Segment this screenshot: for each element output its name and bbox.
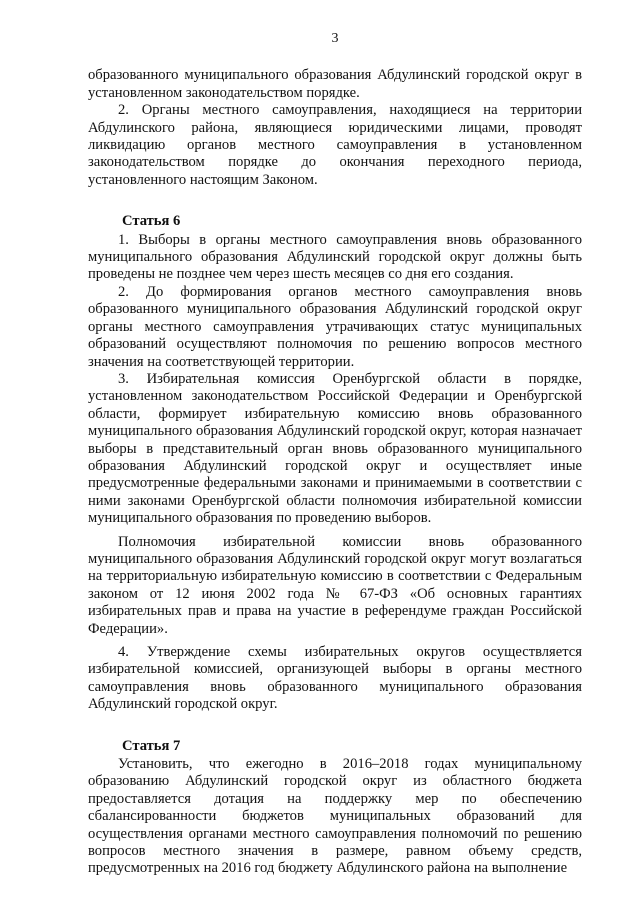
article-7-heading: Статья 7 — [122, 737, 181, 754]
paragraph-continuation: образованного муниципального образования Абдулинский городской округ в установленном законодательством порядке. — [88, 67, 582, 101]
article-6-paragraph-4: Полномочия избирательной комиссии вновь образованного муниципального образования Абдулинский городской округ могут возлагаться на территориальную избирательную комиссию в соответствии с Федеральным законом от 12 июня 2002 года № 67-ФЗ «Об основных гарантиях избирательных прав и права на участие в референдуме граждан Российской Федерации». — [88, 533, 582, 637]
article-6-paragraph-5: 4. Утверждение схемы избирательных округов осуществляется избирательной комиссией, организующей выборы в органы местного самоуправления вновь образованного муниципального образования Абдулинский городской округ. — [88, 644, 582, 713]
article-6-paragraph-2: 2. До формирования органов местного самоуправления вновь образованного муниципального образования Абдулинский городской округ органы местного самоуправления утрачивающих статус муниципальных образований осуществляют полномочия по решению вопросов местного значения на соответствующей территории. — [88, 283, 582, 370]
paragraph-item-2: 2. Органы местного самоуправления, находящиеся на территории Абдулинского района, являющиеся юридическими лицами, проводят ликвидацию органов местного самоуправления в установленном законодательством порядке до окончания переходного периода, установленного настоящим Законом. — [88, 102, 582, 188]
article-6-heading: Статья 6 — [122, 213, 181, 230]
article-7-paragraph-1: Установить, что ежегодно в 2016–2018 годах муниципальному образованию Абдулинский городской округ из областного бюджета предоставляется дотация на поддержку мер по обеспечению сбалансированности бюджетов муниципальных образований для осуществления органами местного самоуправления полномочий по решению вопросов местного значения в размере, равном объему средств, предусмотренных на 2016 год бюджету Абдулинского района на выполнение — [88, 756, 582, 877]
article-6-paragraph-1: 1. Выборы в органы местного самоуправления вновь образованного муниципального образования Абдулинский городской округ должны быть проведены не позднее чем через шесть месяцев со дня его создания. — [88, 231, 582, 283]
page-number: 3 — [331, 31, 339, 46]
article-6-paragraph-3: 3. Избирательная комиссия Оренбургской области в порядке, установленном законодательством Российской Федерации и Оренбургской области, формирует избирательную комиссию вновь образованного муниципального образования Абдулинский городской округ, которая назначает выборы в представительный орган вновь образованного муниципального образования Абдулинский городской округ и осуществляет иные предусмотренные федеральными законами и принимаемыми в соответствии с ними законами Оренбургской области полномочия избирательной комиссии муниципального образования по проведению выборов. — [88, 370, 582, 527]
